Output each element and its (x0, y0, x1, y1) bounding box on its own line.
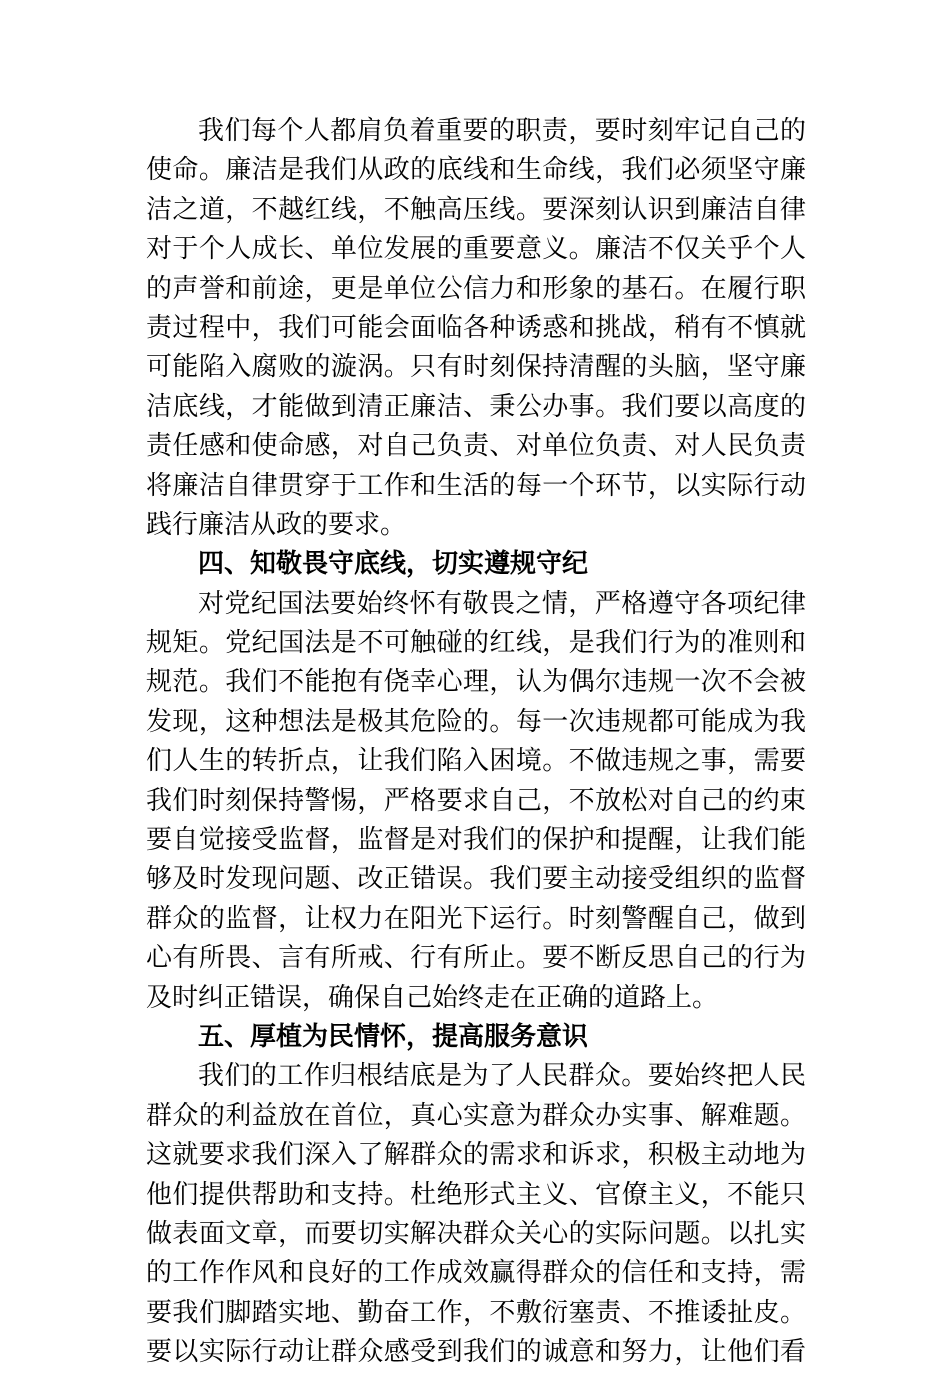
section-heading-4: 四、知敬畏守底线，切实遵规守纪 (198, 549, 589, 580)
text-line: 他们提供帮助和支持。杜绝形式主义、官僚主义，不能只 (146, 1179, 806, 1210)
text-line: 的声誉和前途，更是单位公信力和形象的基石。在履行职 (146, 273, 806, 304)
text-line: 洁底线，才能做到清正廉洁、秉公办事。我们要以高度的 (146, 391, 806, 422)
text-line: 们人生的转折点，让我们陷入困境。不做违规之事，需要 (146, 746, 806, 777)
text-line: 对于个人成长、单位发展的重要意义。廉洁不仅关乎个人 (146, 234, 806, 265)
text-line: 要以实际行动让群众感受到我们的诚意和努力，让他们看 (146, 1337, 806, 1368)
text-line: 够及时发现问题、改正错误。我们要主动接受组织的监督 (146, 864, 806, 895)
text-line: 使命。廉洁是我们从政的底线和生命线，我们必须坚守廉 (146, 155, 806, 186)
text-line: 群众的利益放在首位，真心实意为群众办实事、解难题。 (146, 1100, 806, 1131)
paragraph-discipline (146, 585, 806, 1018)
text-line: 责任感和使命感，对自己负责、对单位负责、对人民负责 (146, 431, 806, 462)
text-line: 规范。我们不能抱有侥幸心理，认为偶尔违规一次不会被 (146, 667, 806, 698)
text-line: 对党纪国法要始终怀有敬畏之情，严格遵守各项纪律 (198, 588, 806, 619)
text-line: 要我们脚踏实地、勤奋工作，不敷衍塞责、不推诿扯皮。 (146, 1297, 806, 1328)
text-line: 将廉洁自律贯穿于工作和生活的每一个环节，以实际行动 (146, 470, 806, 501)
text-line: 我们每个人都肩负着重要的职责，要时刻牢记自己的 (198, 116, 806, 146)
paragraph-integrity (146, 112, 806, 545)
text-line: 要自觉接受监督，监督是对我们的保护和提醒，让我们能 (146, 825, 806, 856)
text-line: 这就要求我们深入了解群众的需求和诉求，积极主动地为 (146, 1140, 806, 1171)
text-line: 我们时刻保持警惕，严格要求自己，不放松对自己的约束 (146, 785, 806, 816)
text-line: 我们的工作归根结底是为了人民群众。要始终把人民 (198, 1061, 806, 1092)
text-line: 规矩。党纪国法是不可触碰的红线，是我们行为的准则和 (146, 628, 806, 659)
text-line: 发现，这种想法是极其危险的。每一次违规都可能成为我 (146, 706, 806, 737)
text-line: 洁之道，不越红线，不触高压线。要深刻认识到廉洁自律 (146, 194, 806, 225)
text-line: 心有所畏、言有所戒、行有所止。要不断反思自己的行为 (146, 943, 806, 974)
text-line: 可能陷入腐败的漩涡。只有时刻保持清醒的头脑，坚守廉 (146, 352, 806, 383)
text-line: 责过程中，我们可能会面临各种诱惑和挑战，稍有不慎就 (146, 312, 806, 343)
document-page (146, 112, 806, 1373)
text-line: 的工作作风和良好的工作成效赢得群众的信任和支持，需 (146, 1258, 806, 1289)
paragraph-service (146, 1057, 806, 1372)
text-line: 及时纠正错误，确保自己始终走在正确的道路上。 (146, 982, 719, 1013)
text-line: 践行廉洁从政的要求。 (146, 509, 407, 540)
text-line: 做表面文章，而要切实解决群众关心的实际问题。以扎实 (146, 1218, 806, 1249)
text-line: 群众的监督，让权力在阳光下运行。时刻警醒自己，做到 (146, 903, 806, 934)
section-heading-5: 五、厚植为民情怀，提高服务意识 (198, 1021, 589, 1052)
